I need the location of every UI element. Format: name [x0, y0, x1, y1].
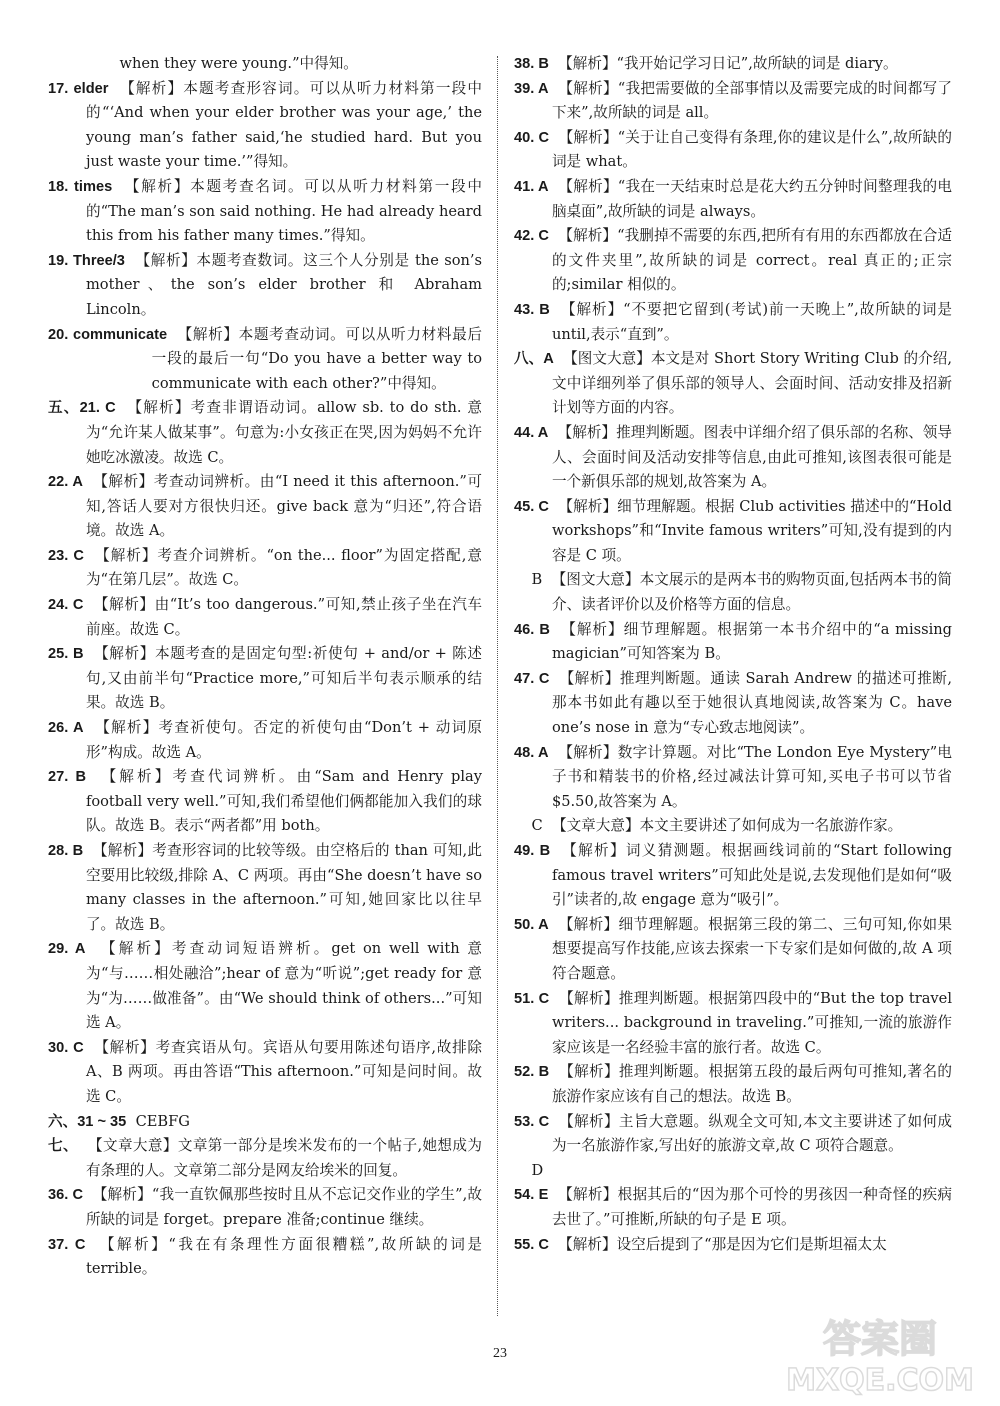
- answer-entry: [48, 765, 482, 839]
- answer-explanation: 【解析】“我在一天结束时总是花大约五分钟时间整理我的电脑桌面”,故所缺的词是 always。: [551, 177, 953, 220]
- left-column: [48, 52, 482, 1282]
- answer-entry: [514, 347, 952, 421]
- answer-explanation: 【文章大意】本文主要讲述了如何成为一名旅游作家。: [551, 817, 903, 835]
- answer-entry: [514, 1060, 952, 1109]
- answer-entry: [48, 544, 482, 593]
- answer-explanation: 【解析】推理判断题。根据第五段的最后两句可推知,著名的旅游作家应该有自己的想法。故选 B。: [551, 1063, 952, 1105]
- answer-entry: [514, 175, 952, 224]
- answer-number: 23. C: [48, 547, 84, 564]
- answer-entry: [48, 1233, 482, 1282]
- answer-entry: [514, 1159, 952, 1184]
- answer-number: 50. A: [514, 916, 549, 933]
- answer-number: 20. communicate: [48, 326, 168, 343]
- answer-explanation: 【解析】主旨大意题。纵观全文可知,本文主要讲述了如何成为一名旅游作家,写出好的旅游文章,故 C 项符合题意。: [551, 1112, 952, 1155]
- answer-entry: [514, 618, 952, 667]
- answer-explanation: 【解析】考查代词辨析。由“Sam and Henry play football very well.”可知,我们希望他们俩都能加入我们的球队。故选 B。表示“两者都”用 both。: [85, 768, 482, 835]
- answer-entry: [514, 495, 952, 569]
- answer-entry: [48, 593, 482, 642]
- answer-number: 29. A: [48, 941, 86, 958]
- answer-explanation: 【解析】考查介词辨析。“on the... floor”为固定搭配,意为“在第几层”。故选 C。: [85, 546, 483, 589]
- answer-explanation: when they were young.”中得知。: [119, 55, 358, 72]
- answer-entry: [514, 224, 952, 298]
- answer-entry: [514, 667, 952, 741]
- answer-entry: [514, 1233, 952, 1258]
- answer-entry: [514, 77, 952, 126]
- answer-entry: [48, 716, 482, 765]
- answer-number: 17. elder: [48, 80, 109, 97]
- answer-number: 25. B: [48, 646, 84, 663]
- answer-number: 37. C: [48, 1236, 86, 1253]
- answer-entry: [48, 937, 482, 1035]
- answer-entry: [514, 913, 952, 987]
- answer-explanation: 【解析】本题考查动词。可以从听力材料最后一段的最后一句“Do you have a better way to communicate with each other?”中得知。: [151, 325, 482, 392]
- answer-number: 44. A: [514, 424, 549, 441]
- answer-explanation: 【解析】“关于让自己变得有条理,你的建议是什么”,故所缺的词是 what。: [551, 128, 953, 171]
- answer-explanation: 【解析】“不要把它留到(考试)前一天晚上”,故所缺的词是 until,表示“直到”。: [551, 300, 952, 343]
- answer-explanation: 【解析】本题考查名词。可以从听力材料第一段中的“The man’s son said nothing. He had already heard this from his father many times.”得知。: [85, 177, 482, 245]
- answer-number: 51. C: [514, 990, 550, 1007]
- answer-number: 18. times: [48, 178, 113, 195]
- answer-explanation: 【解析】“我在有条理性方面很糟糕”,故所缺的词是 terrible。: [85, 1235, 483, 1278]
- answer-entry: [48, 175, 482, 249]
- answer-number: 45. C: [514, 498, 549, 515]
- answer-entry: [48, 839, 482, 937]
- answer-entry: [514, 52, 952, 77]
- answer-entry: [514, 987, 952, 1061]
- answer-entry: [514, 814, 952, 839]
- answer-number: 八、A: [514, 351, 554, 368]
- answer-explanation: 【解析】考查非谓语动词。allow sb. to do sth. 意为“允许某人做某事”。句意为:小女孩正在哭,因为妈妈不允许她吃冰激凌。故选 C。: [85, 399, 482, 466]
- answer-explanation: 【解析】考查动词辨析。由“I need it this afternoon.”可知,答话人要对方很快归还。give back 意为“归还”,符合语境。故选 A。: [85, 473, 482, 540]
- answer-number: 22. A: [48, 474, 83, 491]
- answer-explanation: 【解析】根据其后的“因为那个可怜的男孩因一种奇怪的疾病去世了。”可推断,所缺的句子是 E 项。: [551, 1186, 952, 1228]
- answer-number: 28. B: [48, 843, 84, 859]
- answer-number: 30. C: [48, 1039, 84, 1056]
- answer-explanation: 【图文大意】本文展示的是两本书的购物页面,包括两本书的简介、读者评价以及价格等方面的信息。: [551, 571, 952, 614]
- answer-entry: [514, 839, 952, 913]
- answer-number: 七、: [48, 1138, 78, 1155]
- answer-explanation: CEBFG: [135, 1112, 190, 1130]
- answer-number: 46. B: [514, 621, 550, 638]
- answer-entry: [514, 1183, 952, 1232]
- answer-number: 36. C: [48, 1187, 84, 1204]
- answer-number: 42. C: [514, 228, 549, 245]
- answer-explanation: 【解析】由“It’s too dangerous.”可知,禁止孩子坐在汽车前座。故选 C。: [85, 596, 482, 638]
- column-divider: [497, 56, 498, 1316]
- answer-entry: [48, 470, 482, 544]
- answer-explanation: 【解析】细节理解题。根据 Club activities 描述中的“Hold workshops”和“Invite famous writers”可知,没有提到的内容是 C 项。: [551, 497, 952, 564]
- answer-number: 41. A: [514, 178, 549, 195]
- answer-explanation: 【解析】本题考查形容词。可以从听力材料第一段中的“‘And when your elder brother was your age,’ the young man’s father said,‘he studied hard. But you just waste your time.’”得知。: [85, 79, 482, 171]
- answer-number: 52. B: [514, 1064, 550, 1081]
- answer-number: 54. E: [514, 1187, 549, 1204]
- answer-entry: [514, 741, 952, 815]
- answer-entry: [514, 421, 952, 495]
- answer-explanation: 【解析】“我把需要做的全部事情以及需要完成的时间都写了下来”,故所缺的词是 all。: [551, 79, 953, 122]
- answer-number: 26. A: [48, 720, 84, 737]
- answer-number: C: [531, 817, 543, 835]
- answer-number: 24. C: [48, 597, 84, 614]
- answer-explanation: 【文章大意】文章第一部分是埃米发布的一个帖子,她想成为有条理的人。文章第二部分是网友给埃米的回复。: [85, 1137, 482, 1179]
- answer-explanation: 【解析】数字计算题。对比“The London Eye Mystery”电子书和精装书的价格,经过减法计算可知,买电子书可以节省 $5.50,故答案为 A。: [551, 743, 952, 810]
- answer-entry: [514, 1110, 952, 1159]
- answer-explanation: 【解析】“我一直钦佩那些按时且从不忘记交作业的学生”,故所缺的词是 forget。prepare 准备;continue 继续。: [85, 1186, 482, 1228]
- answer-entry: [48, 323, 482, 397]
- answer-explanation: 【解析】词义猜测题。根据画线词前的“Start following famous travel writers”可知此处是说,去发现他们是如何“吸引”读者的,故 engage 意为“吸引”。: [551, 842, 952, 909]
- answer-number: 40. C: [514, 129, 550, 146]
- answer-explanation: 【解析】细节理解题。根据第一本书介绍中的“a missing magician”可知答案为 B。: [551, 620, 953, 663]
- answer-number: 五、21. C: [48, 400, 116, 417]
- answer-entry: [48, 1183, 482, 1232]
- answer-explanation: 【解析】“我开始记学习日记”,故所缺的词是 diary。: [558, 55, 898, 72]
- answer-explanation: 【解析】本题考查的是固定句型:祈使句 + and/or + 陈述句,又由前半句“Practice more,”可知后半句表示顺承的结果。故选 B。: [85, 645, 482, 712]
- answer-entry: [514, 126, 952, 175]
- answer-explanation: 【解析】推理判断题。通读 Sarah Andrew 的描述可推断,那本书如此有趣以至于她很认真地阅读,故答案为 C。have one’s nose in 意为“专心致志地阅读”。: [551, 669, 952, 737]
- answer-explanation: 【解析】推理判断题。图表中详细介绍了俱乐部的名称、领导人、会面时间及活动安排等信息,由此可推知,该图表很可能是一个新俱乐部的规划,故答案为 A。: [551, 423, 952, 491]
- answer-explanation: 【图文大意】本文是对 Short Story Writing Club 的介绍,文中详细列举了俱乐部的领导人、会面时间、活动安排及招新计划等方面的内容。: [551, 350, 952, 417]
- answer-number: 43. B: [514, 301, 550, 318]
- answer-entry: [48, 249, 482, 323]
- answer-number: 38. B: [514, 56, 549, 72]
- answer-entry: [48, 1110, 482, 1135]
- answer-number: 19. Three/3: [48, 252, 125, 269]
- answer-entry: [48, 1036, 482, 1110]
- answer-number: B: [531, 571, 543, 589]
- answer-number: 49. B: [514, 843, 551, 859]
- answer-entry: [48, 642, 482, 716]
- answer-explanation: 【解析】细节理解题。根据第三段的第二、三句可知,你如果想要提高写作技能,应该去探索一下专家们是如何做的,故 A 项符合题意。: [551, 915, 952, 982]
- answer-explanation: 【解析】考查动词短语辨析。get on well with 意为“与……相处融洽”;hear of 意为“听说”;get ready for 意为“为……做准备”。由“We should think of others...”可知选 A。: [85, 940, 482, 1032]
- answer-entry: [48, 396, 482, 470]
- answer-entry: [514, 298, 952, 347]
- watermark-logo: [770, 1310, 990, 1398]
- answer-explanation: 【解析】推理判断题。根据第四段中的“But the top travel writers... background in traveling.”可推知,一流的旅游作家应该是一名经验丰富的旅行者。故选 C。: [551, 989, 952, 1056]
- right-column: [514, 52, 952, 1257]
- answer-number: D: [531, 1161, 544, 1179]
- answer-explanation: 【解析】设空后提到了“那是因为它们是斯坦福太太: [558, 1235, 887, 1253]
- answer-entry: [48, 77, 482, 175]
- answer-entry: [48, 1134, 482, 1183]
- answer-explanation: 【解析】考查宾语从句。宾语从句要用陈述句语序,故排除 A、B 两项。再由答语“This afternoon.”可知是问时间。故选 C。: [85, 1038, 482, 1105]
- answer-explanation: 【解析】“我删掉不需要的东西,把所有有用的东西都放在合适的文件夹里”,故所缺的词是 correct。real 真正的;正宗的;similar 相似的。: [551, 227, 952, 294]
- answer-entry: [48, 52, 482, 77]
- answer-number: 48. A: [514, 744, 549, 761]
- watermark-bottom: MXQE.COM: [786, 1363, 974, 1398]
- watermark-top: 答案圈: [822, 1317, 938, 1361]
- answer-number: 47. C: [514, 670, 550, 687]
- answer-number: 55. C: [514, 1236, 549, 1253]
- answer-explanation: 【解析】本题考查数词。这三个人分别是 the son’s mother、the son’s elder brother 和 Abraham Lincoln。: [85, 251, 483, 318]
- page-number: 23: [493, 1346, 507, 1361]
- answer-number: 53. C: [514, 1113, 550, 1130]
- answer-number: 39. A: [514, 80, 549, 97]
- answer-explanation: 【解析】考查形容词的比较等级。由空格后的 than 可知,此空要用比较级,排除 A、C 两项。再由“She doesn’t have so many classes in the afternoon.”可知,她回家比以往早了。故选 B。: [85, 842, 482, 933]
- answer-number: 27. B: [48, 769, 87, 786]
- answer-entry: [514, 568, 952, 617]
- answer-number: 六、31 ~ 35: [48, 1113, 127, 1130]
- answer-explanation: 【解析】考查祈使句。否定的祈使句由“Don’t + 动词原形”构成。故选 A。: [85, 719, 483, 761]
